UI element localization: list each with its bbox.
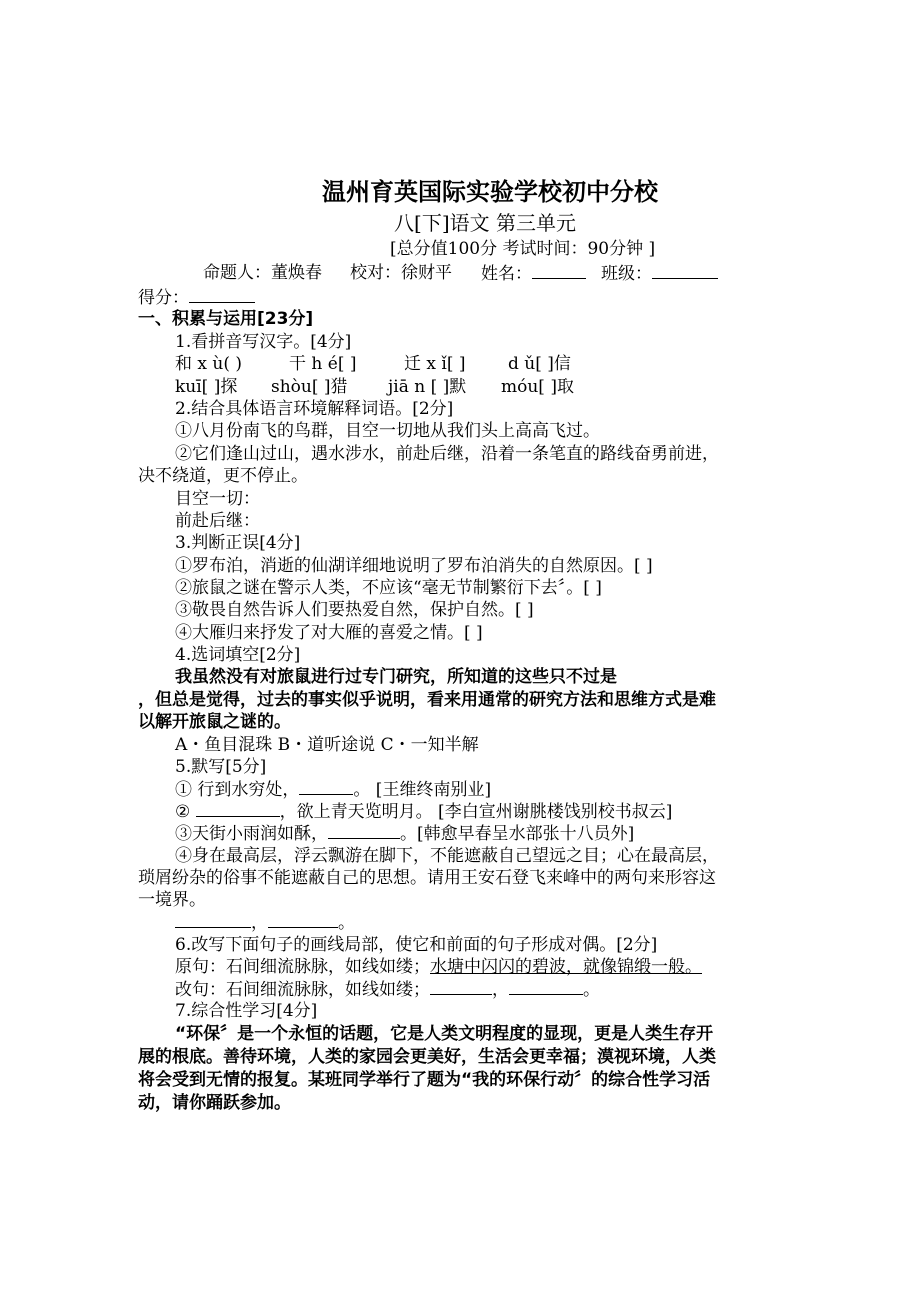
q5-blank-4b[interactable] bbox=[268, 911, 338, 928]
q5-item-2 bbox=[175, 800, 672, 823]
school-title: 温州育英国际实验学校初中分校 bbox=[322, 178, 658, 206]
q4-passage-3: 以解开旅鼠之谜的。 bbox=[138, 712, 291, 732]
q2-answer-2[interactable]: 前赴后继： bbox=[175, 511, 260, 531]
q5-item-1-post: 。 [王维终南别业] bbox=[353, 780, 492, 800]
q7-passage-4: 动，请你踊跃参加。 bbox=[138, 1093, 291, 1113]
q5-item-3-pre: ③天街小雨润如酥， bbox=[175, 824, 328, 844]
q6-blank-1[interactable] bbox=[430, 978, 492, 995]
q2-answer-1[interactable]: 目空一切： bbox=[175, 489, 260, 509]
q3-item[interactable]: ③敬畏自然告诉人们要热爱自然，保护自然。[ ] bbox=[175, 600, 534, 620]
q1-item[interactable]: 干 h é[ ] bbox=[289, 354, 357, 374]
exam-info: [总分值100分 考试时间：90分钟 ] bbox=[390, 239, 656, 259]
q3-title: 3.判断正误[4分] bbox=[175, 533, 301, 553]
q5-comma: ， bbox=[251, 913, 268, 933]
q6-title: 6.改写下面句子的画线局部，使它和前面的句子形成对偶。[2分] bbox=[175, 935, 658, 955]
q5-period: 。 bbox=[338, 913, 355, 933]
q5-item-1 bbox=[175, 778, 491, 801]
q5-item-4-answer bbox=[175, 911, 355, 934]
q2-sentence-2a: ②它们逢山过山，遇水涉水，前赴后继，沿着一条笔直的路线奋勇前进， bbox=[175, 444, 719, 464]
q1-item[interactable]: 和 x ù( ) bbox=[175, 354, 243, 374]
q5-item-4a: ④身在最高层，浮云飘游在脚下，不能遮蔽自己望远之目；心在最高层， bbox=[175, 846, 719, 866]
q7-passage-2: 展的根底。善待环境，人类的家园会更美好，生活会更幸福；漠视环境，人类 bbox=[138, 1047, 716, 1067]
q5-blank-2[interactable] bbox=[196, 800, 280, 817]
setter-label: 命题人：董焕春 bbox=[203, 263, 322, 283]
q1-item[interactable]: kuī[ ]探 bbox=[175, 377, 238, 397]
class-field[interactable] bbox=[601, 262, 718, 285]
q5-title: 5.默写[5分] bbox=[175, 757, 267, 777]
score-blank[interactable] bbox=[189, 286, 255, 303]
q1-item[interactable]: d ǔ[ ]信 bbox=[508, 354, 571, 374]
q4-passage-1: 我虽然没有对旅鼠进行过专门研究，所知道的这些只不过是 bbox=[175, 667, 617, 687]
q6-revised-pre: 改句：石间细流脉脉，如线如缕； bbox=[175, 980, 430, 1000]
q1-item[interactable]: 迁 x ǐ[ ] bbox=[404, 354, 466, 374]
q7-title: 7.综合性学习[4分] bbox=[175, 1001, 318, 1021]
q5-item-4b: 琐屑纷杂的俗事不能遮蔽自己的思想。请用王安石登飞来峰中的两句来形容这 bbox=[138, 868, 716, 888]
q5-item-1-pre: ① 行到水穷处， bbox=[175, 780, 300, 800]
exam-subtitle: 八[下]语文 第三单元 bbox=[394, 211, 576, 235]
q3-item[interactable]: ②旅鼠之谜在警示人类，不应该“毫无节制繁衍下去〞。[ ] bbox=[175, 578, 602, 598]
q2-sentence-1: ①八月份南飞的鸟群，目空一切地从我们头上高高飞过。 bbox=[175, 421, 600, 441]
q6-original bbox=[175, 956, 702, 978]
q6-original-underlined: 水塘中闪闪的碧波，就像锦缎一般。 bbox=[430, 957, 702, 977]
q3-item[interactable]: ①罗布泊，消逝的仙湖详细地说明了罗布泊消失的自然原因。[ ] bbox=[175, 556, 653, 576]
q5-item-2-post: ，欲上青天览明月。 [李白宣州谢朓楼饯别校书叔云] bbox=[279, 802, 673, 822]
q5-item-3 bbox=[175, 822, 634, 845]
class-label: 班级： bbox=[601, 264, 652, 284]
exam-setter bbox=[203, 262, 322, 284]
q7-passage-1: “环保〞是一个永恒的话题，它是人类文明程度的显现，更是人类生存开 bbox=[175, 1024, 714, 1044]
q6-revised bbox=[175, 978, 600, 1001]
q1-title: 1.看拼音写汉字。[4分] bbox=[175, 332, 352, 352]
q5-blank-3[interactable] bbox=[328, 822, 400, 839]
q4-title: 4.选词填空[2分] bbox=[175, 645, 301, 665]
name-blank[interactable] bbox=[532, 262, 586, 279]
q6-original-pre: 原句：石间细流脉脉，如线如缕； bbox=[175, 957, 430, 977]
name-field[interactable] bbox=[481, 262, 586, 285]
q4-passage-2: ，但总是觉得，过去的事实似乎说明，看来用通常的研究方法和思维方式是难 bbox=[138, 690, 716, 710]
class-blank[interactable] bbox=[652, 262, 718, 279]
q5-item-2-pre: ② bbox=[175, 802, 196, 822]
name-label: 姓名： bbox=[481, 264, 532, 284]
q1-item[interactable]: shòu[ ]猎 bbox=[271, 377, 348, 397]
q6-comma: ， bbox=[492, 980, 509, 1000]
q4-options[interactable]: A・鱼目混珠 B・道听途说 C・一知半解 bbox=[175, 735, 479, 755]
score-field[interactable] bbox=[138, 286, 255, 309]
q5-blank-1[interactable] bbox=[299, 778, 353, 795]
q1-item[interactable]: móu[ ]取 bbox=[501, 377, 574, 397]
q1-item[interactable]: jiā n [ ]默 bbox=[388, 377, 467, 397]
q5-item-3-post: 。[韩愈早春呈水部张十八员外] bbox=[400, 824, 635, 844]
q6-blank-2[interactable] bbox=[509, 978, 583, 995]
q3-item[interactable]: ④大雁归来抒发了对大雁的喜爱之情。[ ] bbox=[175, 623, 483, 643]
proofreader-label: 校对：徐财平 bbox=[350, 263, 452, 283]
q7-passage-3: 将会受到无情的报复。某班同学举行了题为“我的环保行动〞的综合性学习活 bbox=[138, 1070, 711, 1090]
q2-title: 2.结合具体语言环境解释词语。[2分] bbox=[175, 399, 454, 419]
score-label: 得分： bbox=[138, 288, 189, 308]
q6-period: 。 bbox=[583, 980, 600, 1000]
q5-blank-4a[interactable] bbox=[175, 911, 251, 928]
exam-proofreader bbox=[350, 262, 452, 284]
q5-item-4c: 一境界。 bbox=[138, 890, 206, 910]
q2-sentence-2b: 决不绕道，更不停止。 bbox=[138, 466, 308, 486]
section-1-title: 一、积累与运用[23分] bbox=[138, 309, 314, 329]
